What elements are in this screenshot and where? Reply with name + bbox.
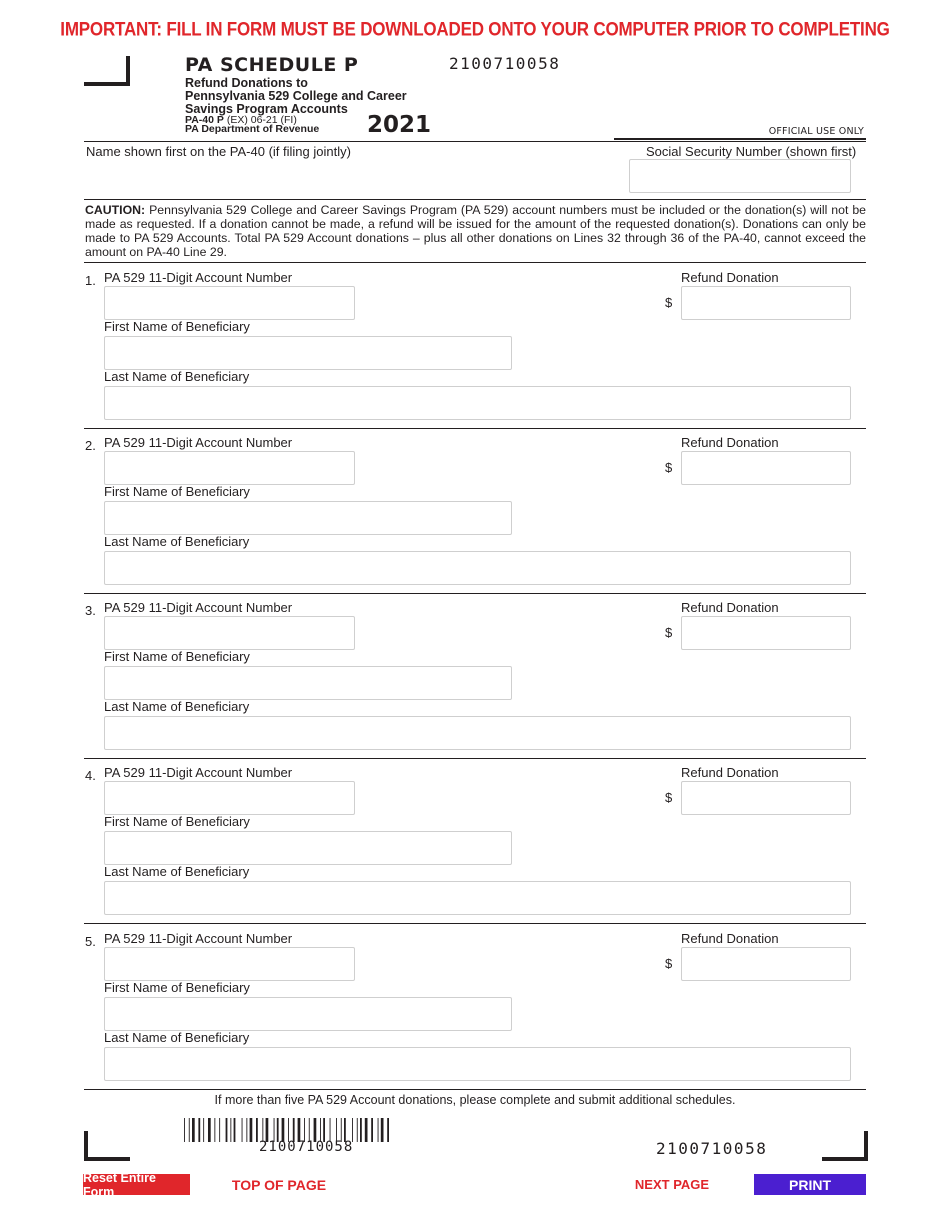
barcode-bar xyxy=(378,1118,379,1142)
currency-symbol: $ xyxy=(665,460,673,475)
first-name-label: First Name of Beneficiary xyxy=(104,484,250,499)
account-number-input[interactable] xyxy=(104,781,355,815)
barcode-bar xyxy=(192,1118,195,1142)
barcode-bar xyxy=(371,1118,373,1142)
refund-donation-input[interactable] xyxy=(681,947,851,981)
last-name-label: Last Name of Beneficiary xyxy=(104,864,250,879)
barcode-bar xyxy=(387,1118,389,1142)
first-name-input[interactable] xyxy=(104,997,512,1031)
barcode-text: 2100710058 xyxy=(259,1139,354,1155)
download-warning-banner: IMPORTANT: FILL IN FORM MUST BE DOWNLOADED ONTO YOUR COMPUTER PRIOR TO COMPLETING xyxy=(60,18,890,41)
corner-mark-top-left xyxy=(84,56,130,86)
refund-donation-label: Refund Donation xyxy=(681,270,779,285)
print-button[interactable]: PRINT xyxy=(754,1174,866,1195)
refund-donation-label: Refund Donation xyxy=(681,765,779,780)
first-name-input[interactable] xyxy=(104,336,512,370)
account-number-input[interactable] xyxy=(104,616,355,650)
barcode-bar xyxy=(189,1118,190,1142)
last-name-input[interactable] xyxy=(104,881,851,915)
donation-section-1 xyxy=(0,263,950,428)
donation-section-5 xyxy=(0,924,950,1089)
barcode-bar xyxy=(214,1118,215,1142)
caution-notice xyxy=(85,203,866,259)
taxpayer-name-label: Name shown first on the PA-40 (if filing jointly) xyxy=(86,144,351,159)
first-name-input[interactable] xyxy=(104,501,512,535)
barcode-bar xyxy=(184,1118,185,1142)
next-page-button[interactable]: NEXT PAGE xyxy=(634,1177,710,1192)
refund-donation-input[interactable] xyxy=(681,286,851,320)
document-code-bottom: 2100710058 xyxy=(656,1139,768,1158)
currency-symbol: $ xyxy=(665,790,673,805)
last-name-label: Last Name of Beneficiary xyxy=(104,369,250,384)
document-code-top: 2100710058 xyxy=(449,54,561,73)
first-name-label: First Name of Beneficiary xyxy=(104,980,250,995)
account-number-input[interactable] xyxy=(104,286,355,320)
caution-lead: CAUTION: xyxy=(85,203,146,217)
account-number-label: PA 529 11-Digit Account Number xyxy=(104,600,293,615)
first-name-label: First Name of Beneficiary xyxy=(104,649,250,664)
first-name-input[interactable] xyxy=(104,831,512,865)
last-name-label: Last Name of Beneficiary xyxy=(104,699,250,714)
corner-mark-bottom-right xyxy=(822,1131,868,1161)
ssn-label: Social Security Number (shown first) xyxy=(646,144,857,159)
barcode-bar xyxy=(226,1118,228,1142)
barcode-bar xyxy=(365,1118,368,1142)
currency-symbol: $ xyxy=(665,295,673,310)
barcode-bar xyxy=(230,1118,231,1142)
first-name-label: First Name of Beneficiary xyxy=(104,319,250,334)
corner-mark-bottom-left xyxy=(84,1131,130,1161)
caution-text: Pennsylvania 529 College and Career Savings Program (PA 529) account numbers must be included or the donation(s) will not be made as requested. If a donation cannot be made, a refund will be issued for the amount of the requested donation(s). Donations can only be made to PA 529 Accounts. Total PA 529 Account donations – plus all other donations on Lines 32 through 36 of the PA-40, cannot exceed the amount on PA-40 Line 29. xyxy=(85,203,866,259)
first-name-label: First Name of Beneficiary xyxy=(104,814,250,829)
account-number-label: PA 529 11-Digit Account Number xyxy=(104,270,293,285)
last-name-label: Last Name of Beneficiary xyxy=(104,534,250,549)
donation-number: 1. xyxy=(85,273,96,288)
official-use-label: OFFICIAL USE ONLY xyxy=(768,126,864,137)
form-subtitle xyxy=(185,77,425,116)
last-name-input[interactable] xyxy=(104,716,851,750)
refund-donation-input[interactable] xyxy=(681,451,851,485)
currency-symbol: $ xyxy=(665,956,673,971)
donation-section-3 xyxy=(0,593,950,758)
donation-number: 5. xyxy=(85,934,96,949)
currency-symbol: $ xyxy=(665,625,673,640)
last-name-input[interactable] xyxy=(104,551,851,585)
footer-divider xyxy=(84,1089,866,1090)
account-number-label: PA 529 11-Digit Account Number xyxy=(104,931,293,946)
barcode-bar xyxy=(360,1118,362,1142)
barcode-bar xyxy=(234,1118,236,1142)
form-id: PA-40 P xyxy=(185,114,224,126)
barcode-bar xyxy=(246,1118,247,1142)
form-version: (EX) 06-21 (FI) xyxy=(226,114,297,126)
barcode-bar xyxy=(357,1118,358,1142)
last-name-label: Last Name of Beneficiary xyxy=(104,1030,250,1045)
donation-section-4 xyxy=(0,758,950,923)
form-title: PA SCHEDULE P xyxy=(185,54,359,76)
subtitle-line-2: Pennsylvania 529 College and Career xyxy=(185,89,407,103)
refund-donation-label: Refund Donation xyxy=(681,435,779,450)
additional-schedules-note: If more than five PA 529 Account donations, please complete and submit additional schedules. xyxy=(214,1093,736,1107)
header-divider xyxy=(84,141,866,142)
top-of-page-button[interactable]: TOP OF PAGE xyxy=(231,1176,327,1193)
barcode-bar xyxy=(219,1118,220,1142)
donation-number: 3. xyxy=(85,603,96,618)
barcode-bar xyxy=(203,1118,204,1142)
account-number-input[interactable] xyxy=(104,451,355,485)
donation-number: 2. xyxy=(85,438,96,453)
barcode-bar xyxy=(242,1118,243,1142)
barcode-bar xyxy=(198,1118,200,1142)
refund-donation-input[interactable] xyxy=(681,616,851,650)
account-number-input[interactable] xyxy=(104,947,355,981)
refund-donation-label: Refund Donation xyxy=(681,600,779,615)
taxpayer-divider xyxy=(84,199,866,200)
tax-year: 2021 xyxy=(367,112,432,138)
account-number-label: PA 529 11-Digit Account Number xyxy=(104,435,293,450)
subtitle-line-1: Refund Donations to xyxy=(185,76,308,90)
barcode-bar xyxy=(256,1118,258,1142)
last-name-input[interactable] xyxy=(104,386,851,420)
reset-form-button[interactable]: Reset Entire Form xyxy=(83,1174,190,1195)
barcode-bar xyxy=(208,1118,211,1142)
barcode-bar xyxy=(250,1118,253,1142)
last-name-input[interactable] xyxy=(104,1047,851,1081)
refund-donation-input[interactable] xyxy=(681,781,851,815)
refund-donation-label: Refund Donation xyxy=(681,931,779,946)
account-number-label: PA 529 11-Digit Account Number xyxy=(104,765,293,780)
official-use-rule xyxy=(614,138,866,140)
barcode-bar xyxy=(381,1118,384,1142)
subtitle-line-3: Savings Program Accounts xyxy=(185,102,348,116)
department-name: PA Department of Revenue xyxy=(185,123,320,135)
donation-section-2 xyxy=(0,428,950,593)
first-name-input[interactable] xyxy=(104,666,512,700)
ssn-input[interactable] xyxy=(629,159,851,193)
donation-number: 4. xyxy=(85,768,96,783)
form-identifier xyxy=(185,116,319,134)
